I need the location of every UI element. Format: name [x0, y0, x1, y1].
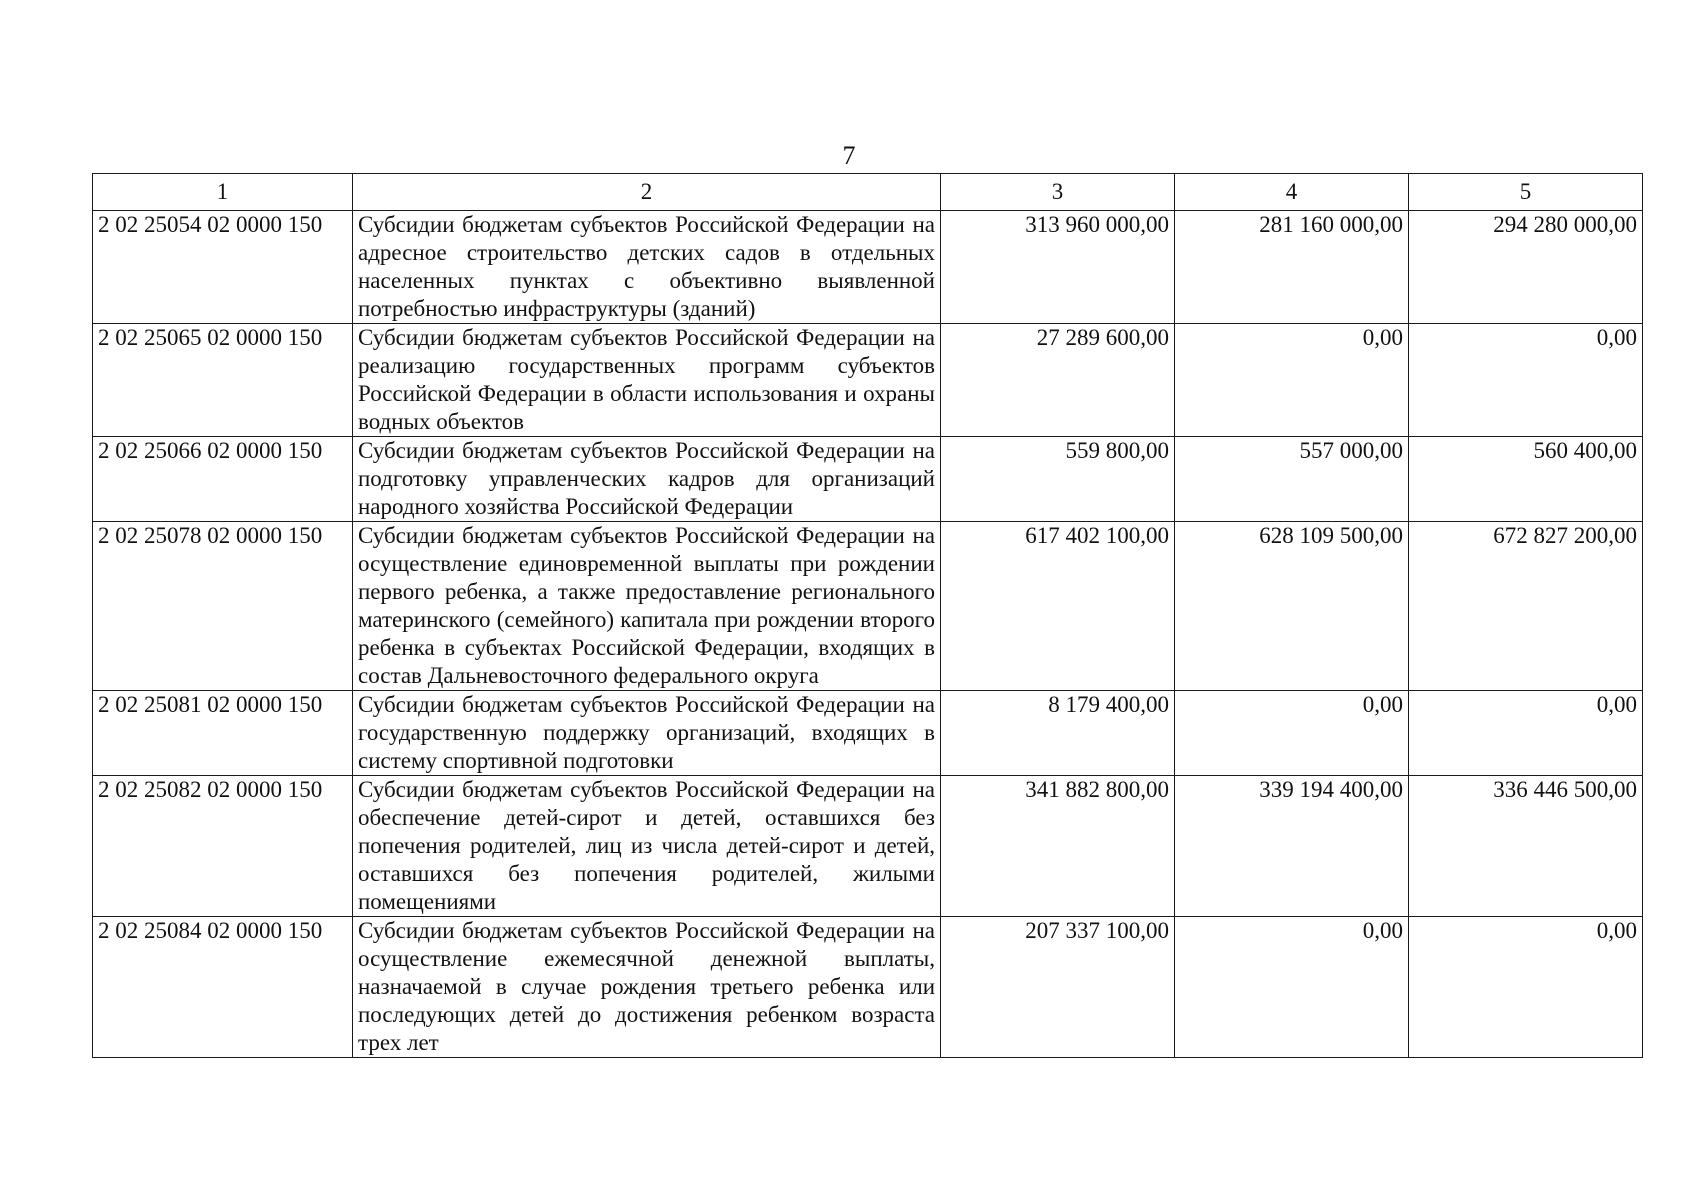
- page-number: 7: [842, 141, 856, 170]
- amount-col5-cell: 0,00: [1409, 917, 1643, 1058]
- column-header-4: 4: [1175, 174, 1409, 211]
- amount-col4-cell: 628 109 500,00: [1175, 522, 1409, 691]
- table-row: [93, 691, 1643, 776]
- description-cell: Субсидии бюджетам субъектов Российской Федерации на адресное строительство детских садов в отдельных населенных пунктах с объективно выявленной потребностью инфраструктуры (зданий): [353, 211, 941, 324]
- column-header-5: 5: [1409, 174, 1643, 211]
- amount-col4-cell: 339 194 400,00: [1175, 776, 1409, 917]
- description-cell: Субсидии бюджетам субъектов Российской Федерации на реализацию государственных программ субъектов Российской Федерации в области использования и охраны водных объектов: [353, 324, 941, 437]
- amount-col3-cell: 313 960 000,00: [941, 211, 1175, 324]
- column-header-1: 1: [93, 174, 353, 211]
- budget-code-cell: 2 02 25066 02 0000 150: [93, 437, 353, 522]
- budget-code-cell: 2 02 25078 02 0000 150: [93, 522, 353, 691]
- amount-col3-cell: 341 882 800,00: [941, 776, 1175, 917]
- amount-col5-cell: 560 400,00: [1409, 437, 1643, 522]
- table-header-row: [93, 174, 1643, 211]
- table-row: [93, 324, 1643, 437]
- description-cell: Субсидии бюджетам субъектов Российской Федерации на государственную поддержку организаций, входящих в систему спортивной подготовки: [353, 691, 941, 776]
- table-row: [93, 211, 1643, 324]
- amount-col4-cell: 0,00: [1175, 917, 1409, 1058]
- amount-col4-cell: 0,00: [1175, 691, 1409, 776]
- amount-col5-cell: 672 827 200,00: [1409, 522, 1643, 691]
- amount-col4-cell: 0,00: [1175, 324, 1409, 437]
- amount-col4-cell: 557 000,00: [1175, 437, 1409, 522]
- amount-col5-cell: 336 446 500,00: [1409, 776, 1643, 917]
- column-header-2: 2: [353, 174, 941, 211]
- amount-col3-cell: 207 337 100,00: [941, 917, 1175, 1058]
- budget-code-cell: 2 02 25065 02 0000 150: [93, 324, 353, 437]
- column-header-3: 3: [941, 174, 1175, 211]
- budget-code-cell: 2 02 25054 02 0000 150: [93, 211, 353, 324]
- amount-col3-cell: 27 289 600,00: [941, 324, 1175, 437]
- table-row: [93, 522, 1643, 691]
- table-row: [93, 776, 1643, 917]
- amount-col3-cell: 617 402 100,00: [941, 522, 1175, 691]
- budget-code-cell: 2 02 25081 02 0000 150: [93, 691, 353, 776]
- budget-code-cell: 2 02 25084 02 0000 150: [93, 917, 353, 1058]
- description-cell: Субсидии бюджетам субъектов Российской Федерации на осуществление единовременной выплаты при рождении первого ребенка, а также предоставление регионального материнского (семейного) капитала при рождении второго ребенка в субъектах Российской Федерации, входящих в состав Дальневосточного федерального округа: [353, 522, 941, 691]
- amount-col4-cell: 281 160 000,00: [1175, 211, 1409, 324]
- amount-col5-cell: 294 280 000,00: [1409, 211, 1643, 324]
- amount-col3-cell: 8 179 400,00: [941, 691, 1175, 776]
- amount-col5-cell: 0,00: [1409, 324, 1643, 437]
- table-row: [93, 437, 1643, 522]
- amount-col3-cell: 559 800,00: [941, 437, 1175, 522]
- description-cell: Субсидии бюджетам субъектов Российской Федерации на обеспечение детей-сирот и детей, оставшихся без попечения родителей, лиц из числа детей-сирот и детей, оставшихся без попечения родителей, жилыми помещениями: [353, 776, 941, 917]
- budget-code-cell: 2 02 25082 02 0000 150: [93, 776, 353, 917]
- amount-col5-cell: 0,00: [1409, 691, 1643, 776]
- description-cell: Субсидии бюджетам субъектов Российской Федерации на подготовку управленческих кадров для организаций народного хозяйства Российской Федерации: [353, 437, 941, 522]
- table-row: [93, 917, 1643, 1058]
- budget-table: [92, 173, 1643, 1058]
- description-cell: Субсидии бюджетам субъектов Российской Федерации на осуществление ежемесячной денежной выплаты, назначаемой в случае рождения третьего ребенка или последующих детей до достижения ребенком возраста трех лет: [353, 917, 941, 1058]
